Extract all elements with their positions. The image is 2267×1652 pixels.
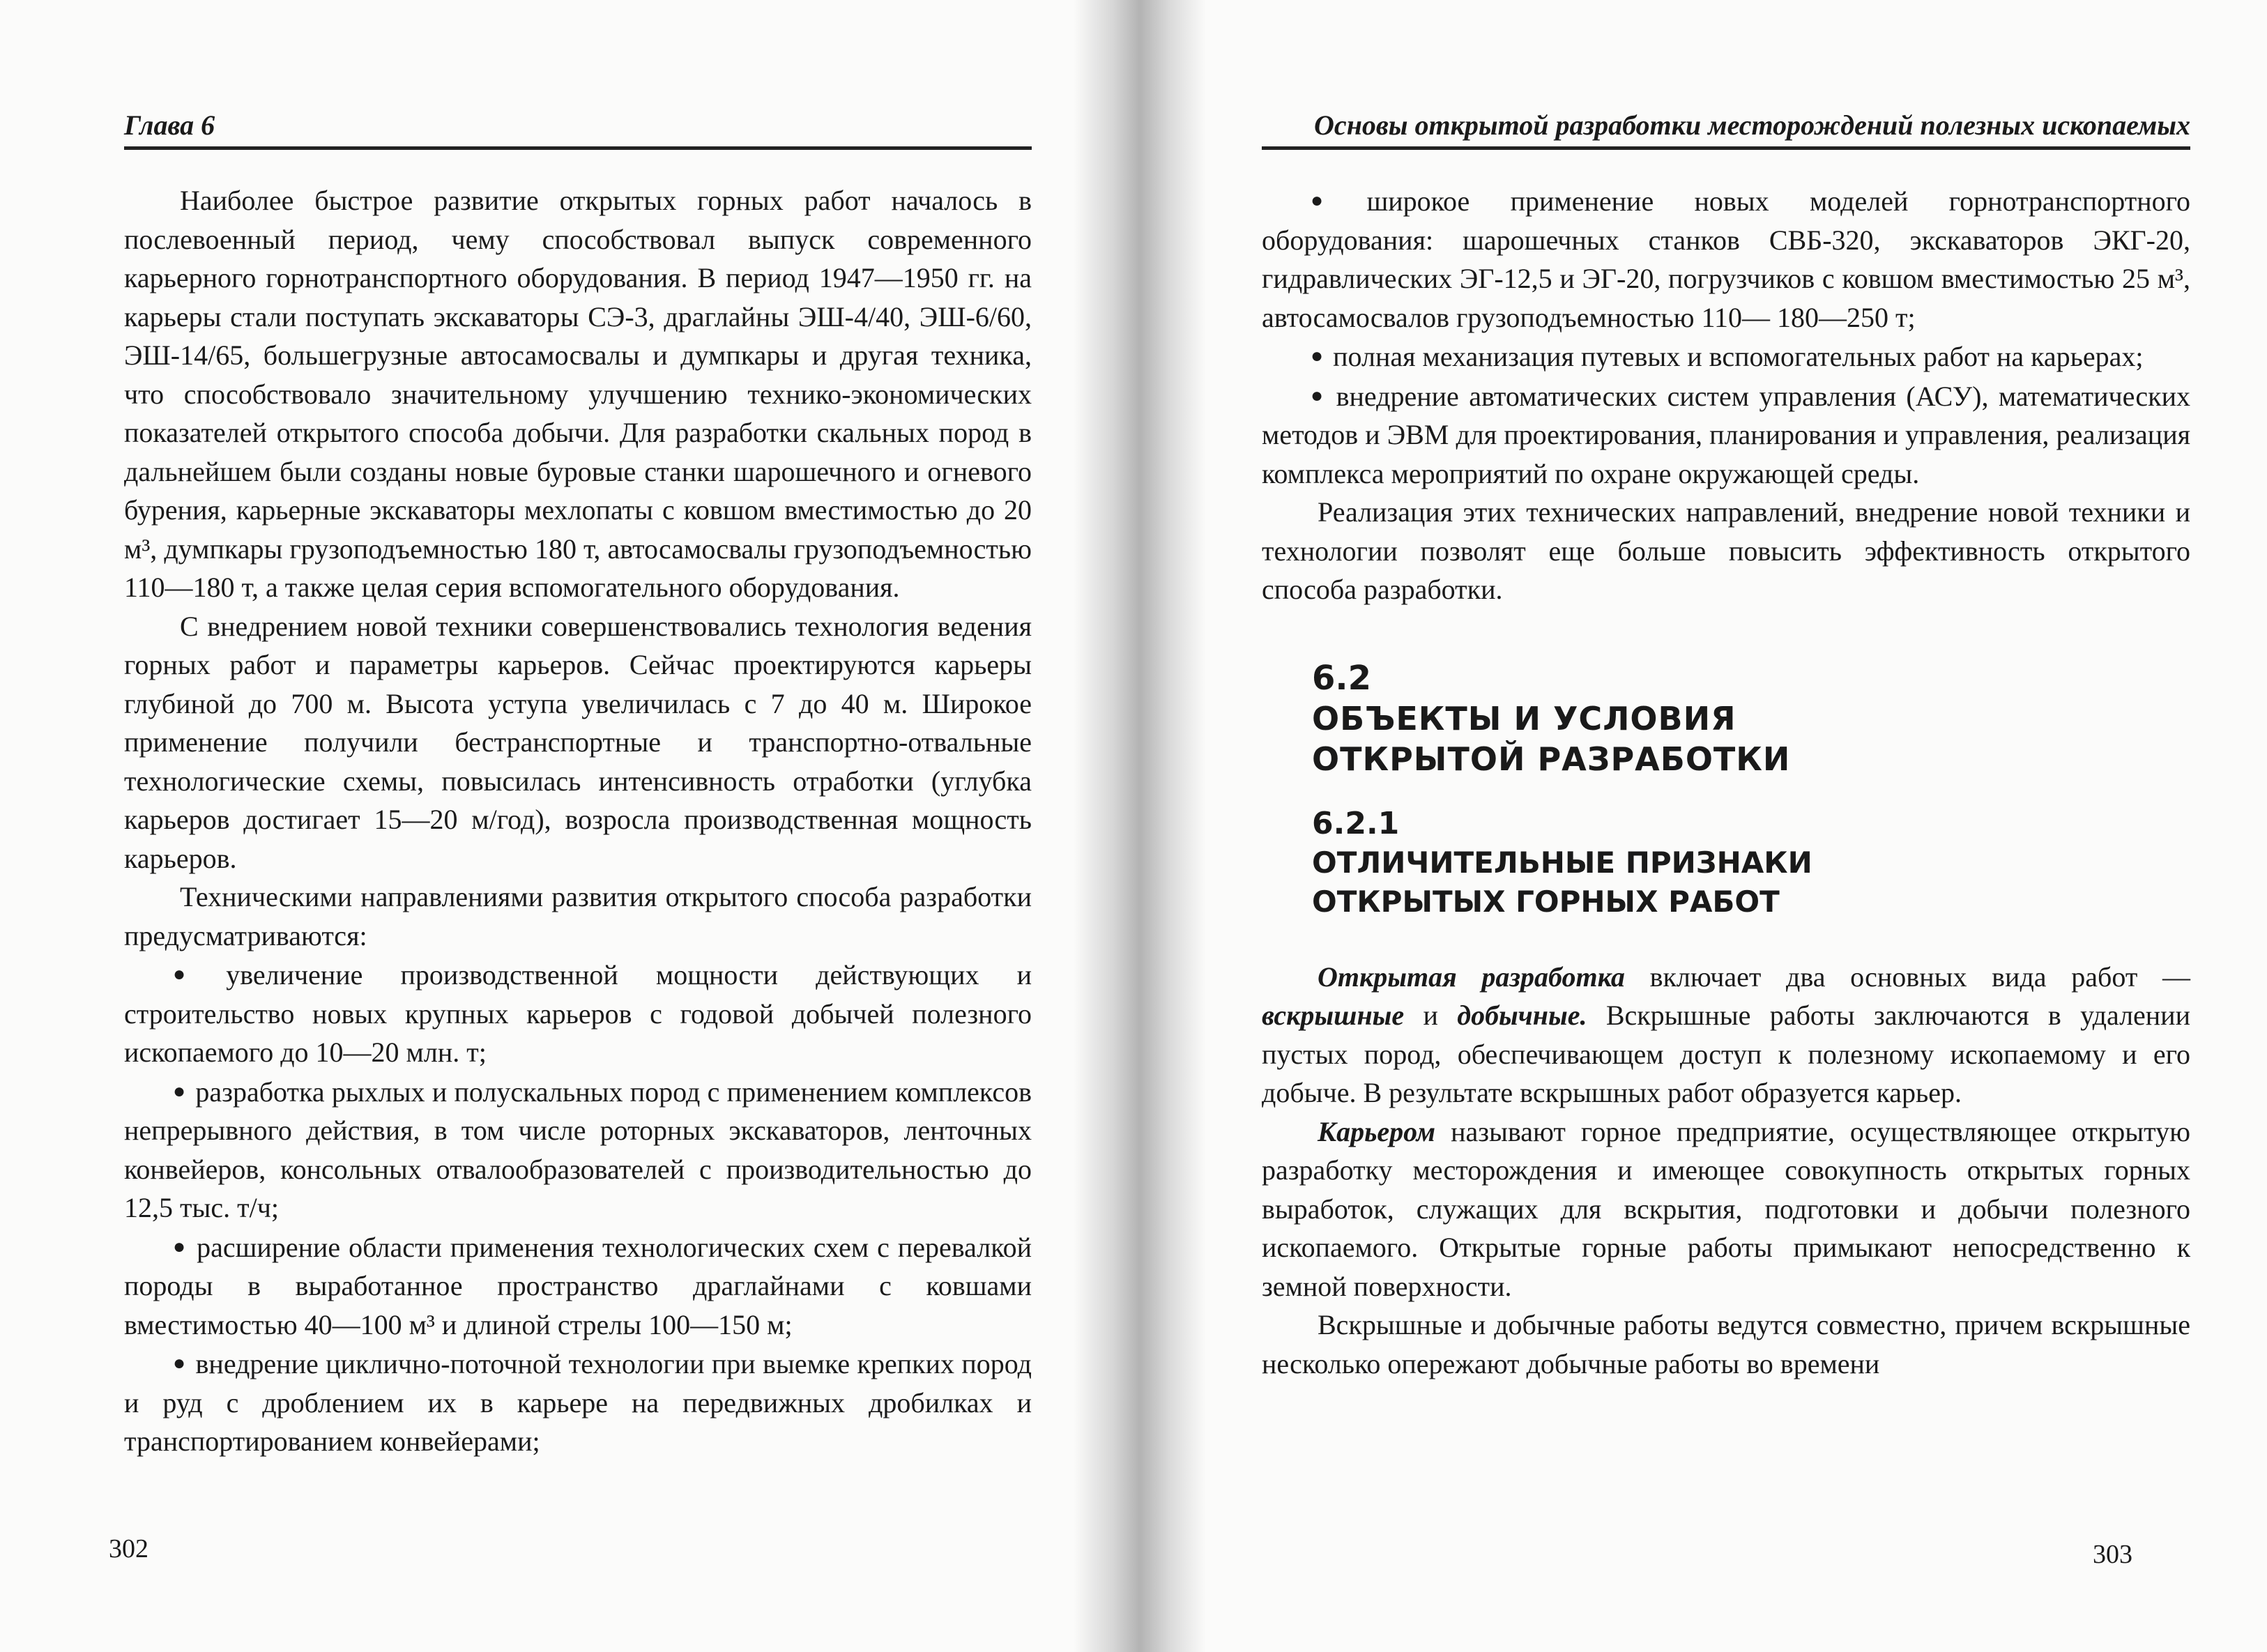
defined-term: вскрышные [1262,1000,1405,1031]
defined-term: Открытая разработка [1318,961,1625,993]
bullet-item: ● широкое применение новых моделей горнотранспортного оборудования: шарошечных станков СВБ-320, экскаваторов ЭКГ-20, гидравлических ЭГ-12,5 и ЭГ-20, погрузчиков с ковшом вместимостью 25 м³, автосамосвалов грузоподъемностью 110— 180—250 т; [1262,185,2191,333]
bullet-icon: ● [1311,189,1357,212]
running-header-right: Основы открытой разработки месторождений полезных ископаемых [1262,105,2190,150]
bullet-icon: ● [173,1352,186,1375]
paragraph: Реализация этих технических направлений, внедрение новой техники и технологии позволят еще больше повысить эффективность открытого способа разработки. [1262,496,2190,605]
paragraph: Открытая разработка включает два основных вида работ — вскрышные и добычные. Вскрышные работы заключаются в удалении пустых пород, обеспечивающем доступ к полезному ископаемому и его добыче. В результате вскрышных работ образуется карьер. [1262,961,2190,1108]
bullet-icon: ● [1311,344,1324,367]
bullet-item: ● разработка рыхлых и полускальных пород с применением комплексов непрерывного действия, в том числе роторных экскаваторов, ленточных конвейеров, консольных отвалообразователей с производительностью до 12,5 тыс. т/ч; [124,1076,1032,1223]
bullet-icon: ● [1311,383,1327,407]
page-number-right: 303 [2093,1540,2132,1569]
running-header-left: Глава 6 [124,105,1032,150]
left-text-column [124,181,1032,1461]
paragraph: Техническими направлениями развития открытого способа разработки предусматриваются: [124,881,1032,951]
bullet-item: ● увеличение производственной мощности действующих и строительство новых крупных карьеров с годовой добычей полезного ископаемого до 10—20 млн. т; [124,959,1032,1068]
bullet-icon: ● [173,1234,188,1258]
paragraph: Наиболее быстрое развитие открытых горных работ началось в послевоенный период, чему способствовал выпуск современного карьерного горнотранспортного оборудования. В период 1947—1950 гг. на карьеры стали поступать экскаваторы СЭ-3, драглайны ЭШ-4/40, ЭШ-6/60, ЭШ-14/65, большегрузные автосамосвалы и думпкары и другая техника, что способствовало значительному улучшению технико-экономических показателей открытого способа добычи. Для разработки скальных пород в дальнейшем были созданы новые буровые станки шарошечного и огневого бурения, карьерные экскаваторы мехлопаты с ковшом вместимостью до 20 м³, думпкары грузоподъемностью 180 т, автосамосвалы грузоподъемностью 110—180 т, а также целая серия вспомогательного оборудования. [124,185,1032,603]
bullet-item: ● полная механизация путевых и вспомогательных работ на карьерах; [1311,341,2144,372]
right-text-column [1262,181,2190,1383]
defined-term: добычные. [1457,1000,1587,1031]
bullet-item: ● внедрение автоматических систем управления (АСУ), математических методов и ЭВМ для проектирования, планирования и управления, реализация комплекса мероприятий по охране окружающей среды. [1262,380,2190,489]
bullet-icon: ● [173,1079,186,1103]
paragraph: С внедрением новой техники совершенствовались технология ведения горных работ и параметры карьеров. Сейчас проектируются карьеры глубиной до 700 м. Высота уступа увеличилась с 7 до 40 м. Широкое применение получили бестранспортные и транспортно-отвальные технологические схемы, повысилась интенсивность отработки (углубка карьеров достигает 15—20 м/год), возросла производственная мощность карьеров. [124,610,1032,874]
subsection-title-line: ОТЛИЧИТЕЛЬНЫЕ ПРИЗНАКИ [1312,845,1812,880]
subsection-title-line: ОТКРЫТЫХ ГОРНЫХ РАБОТ [1312,884,1780,919]
defined-term: Карьером [1318,1115,1436,1147]
bullet-item: ● внедрение циклично-поточной технологии при выемке крепких пород и руд с дроблением их в карьере на передвижных дробилках и транспортированием конвейерами; [124,1348,1032,1457]
right-page [1157,0,2267,1652]
paragraph: Карьером называют горное предприятие, осуществляющее открытую разработку месторождения и имеющее совокупность открытых горных выработок, служащих для вскрытия, подготовки и добычи полезного ископаемого. Открытые горные работы примыкают непосредственно к земной поверхности. [1262,1115,2190,1302]
bullet-item: ● расширение области применения технологических схем с перевалкой породы в выработанное пространство драглайнами с ковшами вместимостью 40—100 м³ и длиной стрелы 100—150 м; [124,1231,1032,1340]
section-title-line: ОБЪЕКТЫ И УСЛОВИЯ [1312,699,1736,737]
bullet-icon: ● [173,963,217,986]
left-page [0,0,1115,1652]
section-number: 6.2 [1312,658,1372,698]
subsection-number: 6.2.1 [1312,805,1400,841]
page-number-left: 302 [109,1534,148,1563]
section-title-line: ОТКРЫТОЙ РАЗРАБОТКИ [1312,740,1791,778]
book-gutter [1074,0,1206,1652]
paragraph: Вскрышные и добычные работы ведутся совместно, причем вскрышные несколько опережают добычные работы во времени [1262,1309,2190,1379]
